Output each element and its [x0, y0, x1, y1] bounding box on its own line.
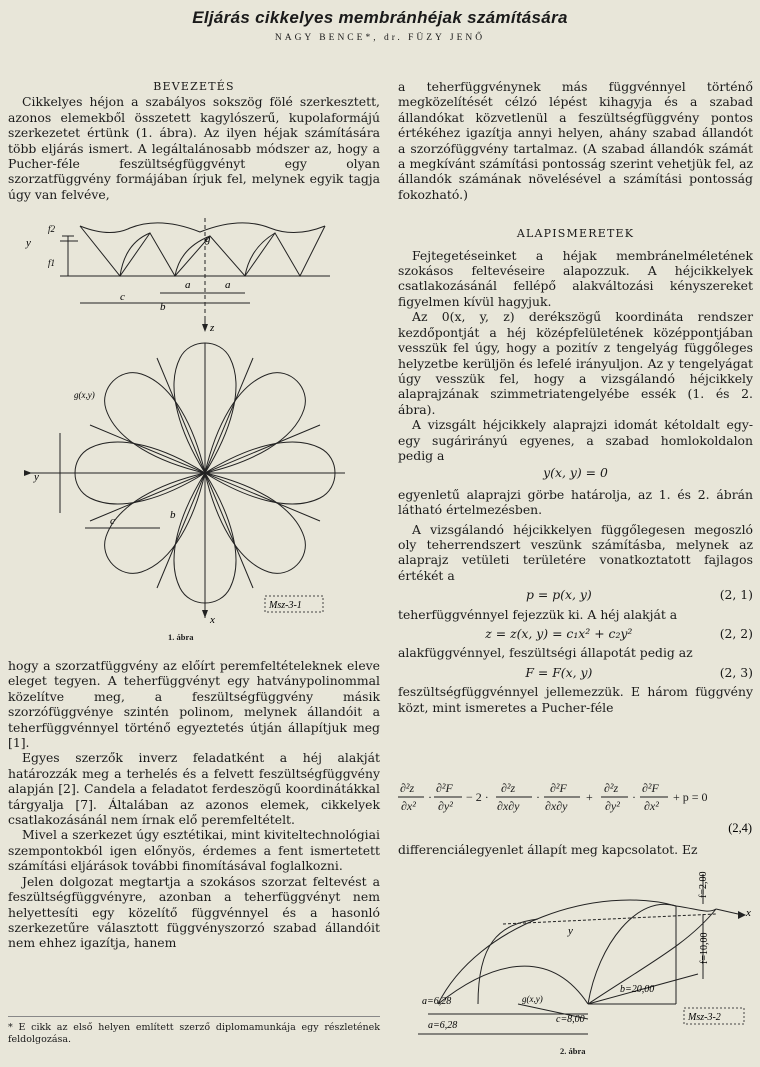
- svg-text:·: ·: [428, 790, 432, 804]
- equation-2-4-number: (2,4): [728, 821, 752, 835]
- paragraph-diff-eq: differenciálegyenlet állapít meg kapcsolatot. Ez: [398, 842, 698, 857]
- equation-2-1: p = p(x, y) (2, 1): [526, 587, 753, 603]
- paragraph-shape-function: alakfüggvénnyel, feszültségi állapotát pedig az: [398, 645, 693, 661]
- figure-1: [20, 218, 380, 638]
- fig1-label-c2: c: [110, 515, 115, 527]
- fig1-label-z: z: [210, 322, 215, 334]
- fig2-stamp: Msz-3-2: [688, 1012, 721, 1023]
- fig2-label-f1: f=10,00: [699, 932, 710, 964]
- svg-text:∂x∂y: ∂x∂y: [497, 799, 520, 813]
- right-column: [398, 79, 753, 715]
- fig1-stamp: Msz-3-1: [269, 600, 302, 611]
- footnote: * E cikk az első helyen említett szerző diplomamunkája egy részletének feldolgozása.: [8, 1022, 380, 1045]
- intro-paragraph: Cikkelyes héjon a szabályos sokszög fölé szerkesztett, azonos elemekből összetett kagylószerű, kupolaformájú szerkezetet értünk (1. ábra). Az ilyen héjak számítására több eljárás ismert. A legáltalánosabb módszer az, hogy a Pucher-féle feszültségfüggvényt egy olyan szorzatfüggvény formájában írjuk fel, melynek egyik tagja úgy van felvéve,: [8, 94, 380, 202]
- fig2-label-g: g(x,y): [522, 994, 543, 1004]
- paragraph-continuation-right: a teherfüggvénynek más függvénnyel történő megközelítését célzó lépést kihagyja és a szabad állandókat közvetlenül a feszültségfüggvény pontos értékéhez igazítja annyi helyen, ahány szabad állandót a szorzófüggvény tartalmaz. (A szabad állandók számát a megkívánt számítási pontosság szerint vehetjük fel, az állandók számának növelésével a számítási pontosság fokozható.): [398, 79, 753, 202]
- equation-2-2: z = z(x, y) = c₁x² + c₂y² (2, 2): [485, 626, 753, 641]
- svg-text:∂y²: ∂y²: [605, 799, 620, 813]
- fig2-label-a2: a=6,28: [428, 1020, 458, 1031]
- fig2-label-y: y: [568, 925, 573, 937]
- right-column-end: [398, 842, 753, 857]
- fig1-label-b: b: [160, 301, 166, 313]
- paragraph-authors: Egyes szerzők inverz feladatként a héj alakját határozzák meg a terhelés és a felvett feszültségfüggvény alapján [2]. Candela a feladatot ferdeszögű koordinátákkal tárgyalja [7]. Általában az azonos elemek, cikkelyek csatlakozásánál nem írnak elő peremfeltételt.: [8, 750, 380, 828]
- fig1-label-y2: y: [34, 471, 39, 483]
- svg-text:∂²F: ∂²F: [642, 781, 659, 795]
- svg-text:∂²z: ∂²z: [501, 781, 516, 795]
- fig1-label-f2: f2: [48, 224, 56, 234]
- paragraph-stress-function: feszültségfüggvénnyel jellemezzük. E három függvény közt, mint ismeretes a Pucher-féle: [398, 684, 753, 715]
- equation-2-4: [398, 778, 754, 840]
- paragraph-load: A vizsgálandó héjcikkelyen függőlegesen megoszló oly teherrendszert veszünk számításba, melynek az alaprajz vetületi területére vonatkoztatott fajlagos értékét a: [398, 521, 753, 583]
- fig2-label-c: c=8,00: [556, 1014, 585, 1025]
- svg-text:∂y²: ∂y²: [438, 799, 453, 813]
- fig1-label-b2: b: [170, 509, 176, 521]
- equation-2-3: F = F(x, y) (2, 3): [525, 664, 753, 680]
- paragraph-present-work: Jelen dolgozat megtartja a szokásos szorzat feltevést a feszültségfüggvényre, azonban a teherfüggvényt nem helyettesíti egy közelítő függvénnyel és a hasonló szerkezetűre választott függvényszorzó szabad állandóit nem ehhez igazítja, hanem: [8, 873, 380, 951]
- fig1-label-a: a: [185, 279, 191, 291]
- svg-text:·: ·: [632, 790, 636, 804]
- fig2-label-a1: a=6,28: [422, 996, 452, 1007]
- svg-text:∂²F: ∂²F: [550, 781, 567, 795]
- paragraph-load-function: teherfüggvénnyel fejezzük ki. A héj alakját a: [398, 606, 678, 622]
- equation-boundary: y(x, y) = 0: [543, 465, 608, 481]
- section-heading-intro: BEVEZETÉS: [153, 80, 235, 93]
- figure-1-caption: 1. ábra: [168, 632, 194, 642]
- paragraph-continuation: hogy a szorzatfüggvény az előírt peremfeltételeknek eleve eleget tegyen. A teherfüggvényt egy hatványpolinommal közelítve meg, a feszültségfüggvény másik szorzófüggvénye szintén polinom, melynek állandóit a teherfüggvénnyel történő egyeztetés útján állapítjuk meg [1].: [8, 658, 380, 751]
- section-heading-basics: ALAPISMERETEK: [516, 227, 635, 241]
- paragraph-boundary-note: egyenletű alaprajzi görbe határolja, az 1. és 2. ábrán látható értelmezésben.: [398, 486, 753, 518]
- authors: NAGY BENCE*, dr. FÜZY JENŐ: [274, 33, 486, 43]
- article-title: Eljárás cikkelyes membránhéjak számítására: [192, 8, 568, 27]
- svg-text:∂x∂y: ∂x∂y: [545, 799, 568, 813]
- paragraph-coordinates: Az 0(x, y, z) derékszögű koordináta rendszer kezdőpontját a héj középfelületének középpontjában vesszük fel úgy, hogy a pozitív z tengelyág függőleges helyzetbe kerüljön és lefelé irányuljon. Az y tengelyágat úgy vesszük fel, hogy a vizsgálandó héjcikkely alaprajzának szimmetriatengelyébe essék (1. és 2. ábra).: [398, 309, 753, 417]
- fig2-label-x: x: [746, 907, 751, 919]
- left-column-bottom: [8, 658, 380, 951]
- fig2-label-b: b=20,00: [620, 984, 655, 995]
- figure-2-caption: 2. ábra: [560, 1046, 586, 1056]
- left-column-top: [8, 79, 380, 202]
- svg-text:∂x²: ∂x²: [401, 799, 416, 813]
- paragraph-assumptions: Fejtegetéseinket a héjak membránelméletének szokásos feltevéseire alapozzuk. A héjcikkelyek csatlakozásánál fellépő alakváltozási kényszereket figyelmen kívül hagyjuk.: [398, 247, 753, 309]
- svg-text:+ p = 0: + p = 0: [673, 790, 708, 804]
- fig1-label-g: g: [205, 233, 211, 245]
- svg-text:·: ·: [536, 790, 540, 804]
- paragraph-plan: A vizsgált héjcikkely alaprajzi idomát kétoldalt egy-egy sugárirányú egyenes, a szabad homlokoldalon pedig a: [398, 417, 753, 463]
- fig2-label-f2: f=2,00: [698, 871, 709, 898]
- fig1-label-x: x: [210, 614, 215, 626]
- fig1-label-gxy: g(x,y): [74, 390, 95, 400]
- fig1-label-c: c: [120, 291, 125, 303]
- fig1-label-f1: f1: [48, 258, 56, 268]
- svg-text:+: +: [586, 790, 593, 804]
- footnote-rule: [8, 1016, 380, 1017]
- paragraph-structure: Mivel a szerkezet úgy esztétikai, mint kiviteltechnológiai szempontokból igen előnyös, érdemes a fent ismertetett számítási eljárások további finomításával foglalkozni.: [8, 827, 380, 874]
- figure-2: [398, 864, 758, 1044]
- svg-text:∂²z: ∂²z: [400, 781, 415, 795]
- svg-text:∂²F: ∂²F: [436, 781, 453, 795]
- svg-text:− 2 ·: − 2 ·: [466, 790, 489, 804]
- fig1-label-y: y: [26, 237, 31, 249]
- svg-text:∂²z: ∂²z: [604, 781, 619, 795]
- fig1-label-a2: a: [225, 279, 231, 291]
- svg-text:∂x²: ∂x²: [644, 799, 659, 813]
